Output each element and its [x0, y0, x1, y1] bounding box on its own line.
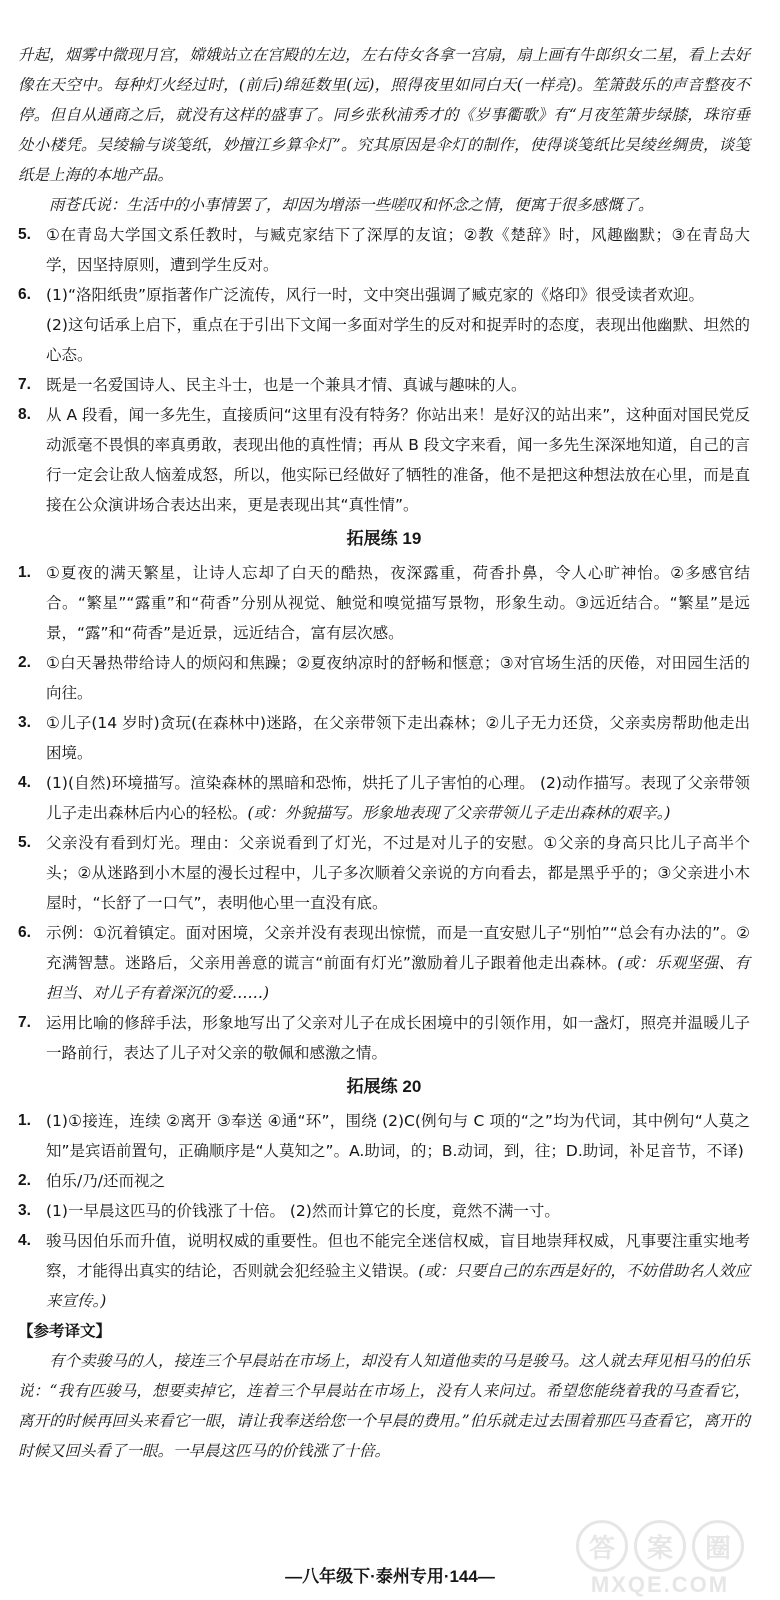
watermark-char: 案	[634, 1520, 686, 1572]
reference-translation-text: 有个卖骏马的人，接连三个早晨站在市场上，却没有人知道他卖的马是骏马。这人就去拜见相马的伯乐说：“我有匹骏马，想要卖掉它，连着三个早晨站在市场上，没有人来问过。希望您能绕着我的马查看它，离开的时候再回头来看它一眼，请让我奉送给您一个早晨的费用。”伯乐就走过去围着那匹马查看它，离开的时候又回头看了一眼。一早晨这匹马的价钱涨了十倍。	[18, 1352, 750, 1460]
item-number: 6.	[18, 924, 31, 941]
item-printed-text: (1)(自然)环境描写。渲染森林的黑暗和恐怖，烘托了儿子害怕的心理。 (2)动作描写。表现了父亲带领儿子走出森林后内心的轻松。	[46, 774, 750, 822]
item-text: 从 A 段看，闻一多先生，直接质问“这里有没有特务？你站出来！是好汉的站出来”，这种面对国民党反动派毫不畏惧的率真勇敢，表现出他的真性情；再从 B 段文字来看，闻一多先生深深地知道，自己的言行一定会让敌人恼羞成怒，所以，他实际已经做好了牺牲的准备，他不是把这种想法放在心里，而是直接在公众演讲场合表达出来，更是表现出其“真性情”。	[46, 406, 750, 514]
section-title-19: 拓展练 19	[346, 529, 422, 548]
page-footer: —八年级下·泰州专用·144—	[285, 1567, 495, 1586]
item-number: 6.	[18, 286, 31, 303]
item-text	[46, 828, 750, 918]
item-number: 5.	[18, 834, 31, 851]
item-number: 1.	[18, 1112, 31, 1129]
answer-item	[18, 1008, 750, 1068]
answer-item	[18, 828, 750, 918]
answer-item	[18, 220, 750, 280]
watermark-logo	[560, 1520, 760, 1597]
item-alt-answer: (或：只要自己的东西是好的，不妨借助名人效应来宣传。)	[46, 1262, 750, 1310]
item-alt-answer: (或：乐观坚强、有担当、对儿子有着深沉的爱……)	[46, 954, 750, 1002]
item-number: 8.	[18, 406, 31, 423]
item-text	[46, 558, 750, 648]
item-text: (1)“洛阳纸贵”原指著作广泛流传，风行一时，文中突出强调了臧克家的《烙印》很受读者欢迎。	[46, 286, 705, 304]
item-number: 2.	[18, 654, 31, 671]
item-text	[46, 1166, 750, 1196]
reference-translation-title: 【参考译文】	[18, 1322, 112, 1340]
item-printed-text: ①儿子(14 岁时)贪玩(在森林中)迷路，在父亲带领下走出森林；②儿子无力还贷，父亲卖房帮助他走出困境。	[46, 714, 750, 762]
item-text	[46, 1196, 750, 1226]
item-number: 4.	[18, 1232, 31, 1249]
item-number	[18, 310, 46, 370]
answer-item	[18, 708, 750, 768]
item-text	[46, 918, 750, 1008]
item-printed-text: (1)一早晨这匹马的价钱涨了十倍。 (2)然而计算它的长度，竟然不满一寸。	[46, 1202, 560, 1220]
section-title-20: 拓展练 20	[346, 1077, 422, 1096]
answer-item	[18, 558, 750, 648]
item-printed-text: 父亲没有看到灯光。理由：父亲说看到了灯光，不过是对儿子的安慰。①父亲的身高只比儿子高半个头；②从迷路到小木屋的漫长过程中，儿子多次顺着父亲说的方向看去，都是黑乎乎的；③父亲进小木屋时，“长舒了一口气”，表明他心里一直没有底。	[46, 834, 750, 912]
answer-item	[18, 768, 750, 828]
item-text: (2)这句话承上启下，重点在于引出下文闻一多面对学生的反对和捉弄时的态度，表现出他幽默、坦然的心态。	[46, 316, 750, 364]
watermark-char: 圈	[692, 1520, 744, 1572]
item-number: 4.	[18, 774, 31, 791]
watermark-chars	[560, 1520, 760, 1572]
answer-item	[18, 1166, 750, 1196]
item-printed-text: (1)①接连，连续 ②离开 ③奉送 ④通“环”，围绕 (2)C(例句与 C 项的“之”均为代词，其中例句“人莫之知”是宾语前置句，正确顺序是“人莫知之”。A.助词，的；B.动词，到，往；D.助词，补足音节，不译)	[46, 1112, 750, 1160]
answer-item	[18, 310, 750, 370]
item-text	[46, 708, 750, 768]
answers-section-20	[18, 1106, 750, 1466]
intro-paragraph-1: 升起，烟雾中微现月宫，嫦娥站立在宫殿的左边，左右侍女各拿一宫扇，扇上画有牛郎织女二星，看上去好像在天空中。每种灯火经过时，(前后)绵延数里(远)，照得夜里如同白天(一样亮)。笙箫鼓乐的声音整夜不停。但自从通商之后，就没有这样的盛事了。同乡张秋浦秀才的《岁事衢歌》有“月夜笙箫步绿膝，珠帘垂处小楼凭。吴绫输与谈笺纸，妙擅江乡算伞灯”。究其原因是伞灯的制作，使得谈笺纸比吴绫丝绸贵，谈笺纸是上海的本地产品。	[18, 46, 750, 184]
item-number: 2.	[18, 1172, 31, 1189]
item-text: 既是一名爱国诗人、民主斗士，也是一个兼具才情、真诚与趣味的人。	[46, 376, 527, 394]
intro-paragraph-2: 雨苍氏说：生活中的小事情罢了，却因为增添一些嗟叹和怀念之情，便寓于很多感慨了。	[49, 196, 654, 214]
watermark-char: 答	[576, 1520, 628, 1572]
answer-item	[18, 648, 750, 708]
item-printed-text: ①夏夜的满天繁星，让诗人忘却了白天的酷热，夜深露重，荷香扑鼻，令人心旷神怡。②多感官结合。“繁星”“露重”和“荷香”分别从视觉、触觉和嗅觉描写景物，形象生动。③远近结合。“繁星”是远景，“露”和“荷香”是近景，远近结合，富有层次感。	[46, 564, 750, 642]
item-printed-text: ①白天暑热带给诗人的烦闷和焦躁；②夏夜纳凉时的舒畅和惬意；③对官场生活的厌倦，对田园生活的向往。	[46, 654, 750, 702]
item-printed-text: 示例：①沉着镇定。面对困境，父亲并没有表现出惊慌，而是一直安慰儿子“别怕”“总会有办法的”。②充满智慧。迷路后，父亲用善意的谎言“前面有灯光”激励着儿子跟着他走出森林。	[46, 924, 750, 972]
item-text	[46, 768, 750, 828]
answer-item	[18, 400, 750, 520]
answers-top	[18, 220, 750, 520]
item-number: 3.	[18, 714, 31, 731]
answer-item	[18, 1226, 750, 1316]
page-content	[18, 40, 750, 1466]
item-printed-text: 骏马因伯乐而升值，说明权威的重要性。但也不能完全迷信权威，盲目地崇拜权威，凡事要注重实地考察，才能得出真实的结论，否则就会犯经验主义错误。	[46, 1232, 750, 1280]
item-number: 1.	[18, 564, 31, 581]
watermark-url: MXQE.COM	[590, 1572, 730, 1597]
item-text	[46, 1008, 750, 1068]
answers-section-19	[18, 558, 750, 1068]
item-number: 7.	[18, 376, 31, 393]
item-text: ①在青岛大学国文系任教时，与臧克家结下了深厚的友谊；②教《楚辞》时，风趣幽默；③在青岛大学，因坚持原则，遭到学生反对。	[46, 226, 750, 274]
item-number: 5.	[18, 226, 31, 243]
answer-item	[18, 1106, 750, 1166]
item-number: 7.	[18, 1014, 31, 1031]
item-text	[46, 648, 750, 708]
item-number: 3.	[18, 1202, 31, 1219]
answer-item	[18, 1196, 750, 1226]
item-printed-text: 伯乐/乃/还而视之	[46, 1172, 165, 1190]
item-printed-text: 运用比喻的修辞手法，形象地写出了父亲对儿子在成长困境中的引领作用，如一盏灯，照亮并温暖儿子一路前行，表达了儿子对父亲的敬佩和感激之情。	[46, 1014, 750, 1062]
item-text	[46, 1106, 750, 1166]
answer-item	[18, 370, 750, 400]
item-alt-answer: (或：外貌描写。形象地表现了父亲带领儿子走出森林的艰辛。)	[247, 804, 671, 822]
answer-item	[18, 918, 750, 1008]
answer-item	[18, 280, 750, 310]
item-text	[46, 1226, 750, 1316]
